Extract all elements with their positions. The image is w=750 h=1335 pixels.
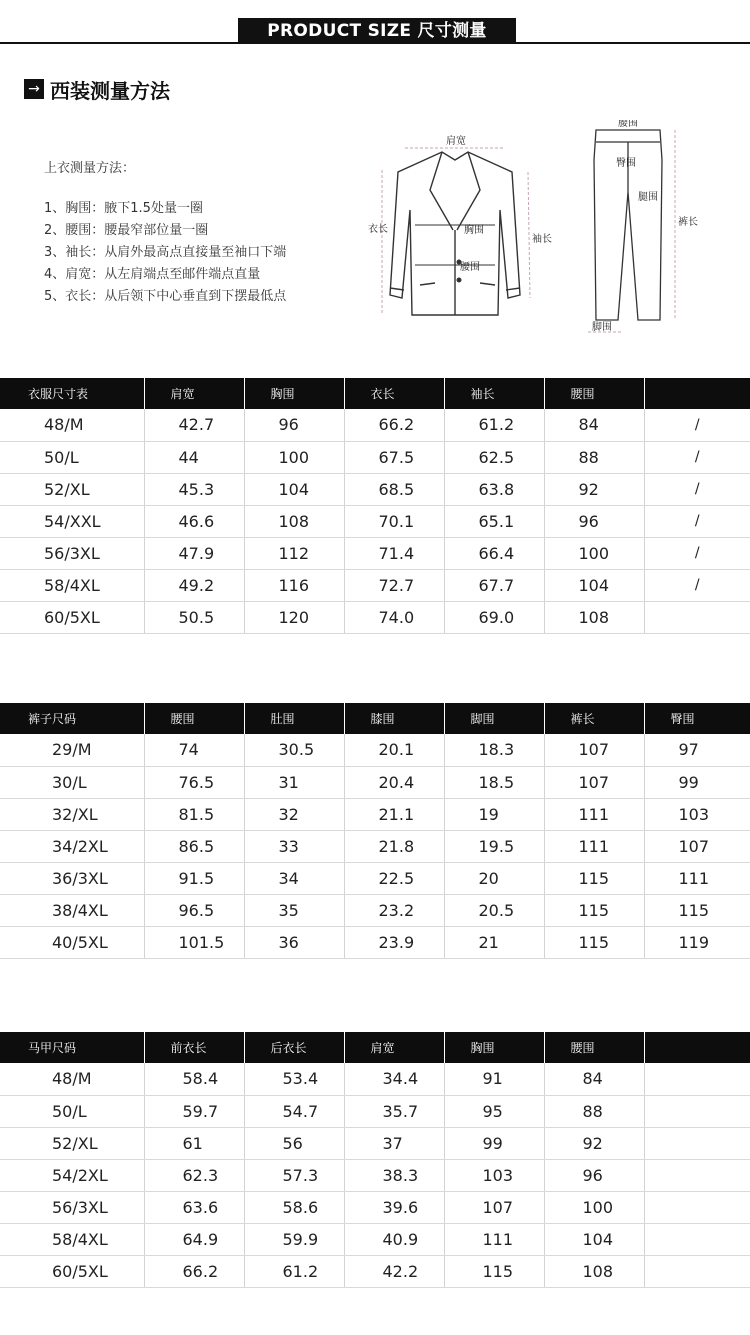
table-row (0, 1159, 750, 1191)
pants-size-table (0, 703, 750, 959)
column-header (644, 1032, 750, 1063)
table-row (0, 1223, 750, 1255)
size-cell: 30/L (0, 766, 144, 798)
column-header: 肚围 (244, 703, 344, 734)
value-cell: 21.1 (344, 798, 444, 830)
value-cell: 107 (544, 766, 644, 798)
value-cell: 37 (344, 1127, 444, 1159)
value-cell: 100 (244, 441, 344, 473)
value-cell: 23.2 (344, 894, 444, 926)
value-cell: 91 (444, 1063, 544, 1095)
value-cell (644, 1255, 750, 1287)
value-cell: 39.6 (344, 1191, 444, 1223)
value-cell: 74 (144, 734, 244, 766)
value-cell: 65.1 (444, 505, 544, 537)
value-cell: / (644, 537, 750, 569)
value-cell: 101.5 (144, 926, 244, 958)
value-cell: 22.5 (344, 862, 444, 894)
value-cell: 19.5 (444, 830, 544, 862)
value-cell: 56 (244, 1127, 344, 1159)
size-cell: 38/4XL (0, 894, 144, 926)
value-cell: 36 (244, 926, 344, 958)
table-header-row (0, 378, 750, 409)
pants-label-hip: 臀围 (616, 158, 636, 169)
column-header: 腰围 (144, 703, 244, 734)
table-row (0, 1127, 750, 1159)
value-cell: 104 (544, 1223, 644, 1255)
value-cell: 66.2 (144, 1255, 244, 1287)
value-cell: 115 (444, 1255, 544, 1287)
value-cell: 95 (444, 1095, 544, 1127)
value-cell: 97 (644, 734, 750, 766)
value-cell: 70.1 (344, 505, 444, 537)
value-cell: 108 (544, 1255, 644, 1287)
value-cell: 58.4 (144, 1063, 244, 1095)
size-cell: 58/4XL (0, 569, 144, 601)
value-cell: 44 (144, 441, 244, 473)
column-header: 肩宽 (144, 378, 244, 409)
value-cell: 23.9 (344, 926, 444, 958)
method-item: 5、衣长：从后领下中心垂直到下摆最低点 (44, 289, 287, 304)
size-cell: 34/2XL (0, 830, 144, 862)
value-cell (644, 1223, 750, 1255)
table-row (0, 601, 750, 633)
value-cell: 35 (244, 894, 344, 926)
value-cell: 76.5 (144, 766, 244, 798)
table-row (0, 734, 750, 766)
value-cell: 32 (244, 798, 344, 830)
value-cell: 107 (544, 734, 644, 766)
value-cell: 108 (544, 601, 644, 633)
value-cell: 33 (244, 830, 344, 862)
value-cell: 35.7 (344, 1095, 444, 1127)
value-cell: 62.5 (444, 441, 544, 473)
pants-label-waist: 腰围 (618, 120, 638, 129)
value-cell: 54.7 (244, 1095, 344, 1127)
value-cell: 115 (544, 862, 644, 894)
value-cell: 74.0 (344, 601, 444, 633)
column-header: 后衣长 (244, 1032, 344, 1063)
value-cell: 40.9 (344, 1223, 444, 1255)
value-cell: 62.3 (144, 1159, 244, 1191)
jacket-size-table (0, 378, 750, 634)
value-cell: 69.0 (444, 601, 544, 633)
value-cell: 63.8 (444, 473, 544, 505)
value-cell: 66.4 (444, 537, 544, 569)
table-row (0, 830, 750, 862)
value-cell (644, 1127, 750, 1159)
value-cell: 104 (244, 473, 344, 505)
value-cell: 45.3 (144, 473, 244, 505)
size-cell: 54/2XL (0, 1159, 144, 1191)
pants-label-length: 裤长 (678, 217, 698, 228)
value-cell: 42.7 (144, 409, 244, 441)
value-cell: 108 (244, 505, 344, 537)
value-cell: 100 (544, 537, 644, 569)
size-cell: 50/L (0, 441, 144, 473)
value-cell: 20.1 (344, 734, 444, 766)
jacket-illustration (390, 152, 520, 315)
value-cell: 18.5 (444, 766, 544, 798)
method-item: 2、腰围：腰最窄部位量一圈 (44, 223, 209, 238)
column-header (644, 378, 750, 409)
value-cell: 111 (544, 830, 644, 862)
table-header-row (0, 1032, 750, 1063)
table-row (0, 766, 750, 798)
value-cell: 20.5 (444, 894, 544, 926)
column-header: 肩宽 (344, 1032, 444, 1063)
value-cell: 99 (444, 1127, 544, 1159)
column-header: 衣服尺寸表 (0, 378, 144, 409)
value-cell: 64.9 (144, 1223, 244, 1255)
value-cell: 96 (544, 1159, 644, 1191)
table-body (0, 409, 750, 633)
value-cell: 49.2 (144, 569, 244, 601)
vest-size-table (0, 1032, 750, 1288)
value-cell (644, 601, 750, 633)
table-header-row (0, 703, 750, 734)
value-cell: 59.9 (244, 1223, 344, 1255)
value-cell: 92 (544, 1127, 644, 1159)
value-cell: 71.4 (344, 537, 444, 569)
table-row (0, 505, 750, 537)
value-cell: 116 (244, 569, 344, 601)
method-title: 上衣测量方法： (44, 161, 136, 176)
size-cell: 56/3XL (0, 537, 144, 569)
value-cell: 18.3 (444, 734, 544, 766)
size-cell: 60/5XL (0, 601, 144, 633)
value-cell: 104 (544, 569, 644, 601)
value-cell: / (644, 441, 750, 473)
value-cell: / (644, 569, 750, 601)
value-cell: 96 (244, 409, 344, 441)
value-cell: 34.4 (344, 1063, 444, 1095)
value-cell: 81.5 (144, 798, 244, 830)
size-cell: 60/5XL (0, 1255, 144, 1287)
page-title: PRODUCT SIZE 尺寸测量 (238, 18, 516, 44)
value-cell: / (644, 473, 750, 505)
size-cell: 32/XL (0, 798, 144, 830)
table-row (0, 1255, 750, 1287)
value-cell: 103 (644, 798, 750, 830)
table-row (0, 473, 750, 505)
value-cell: 120 (244, 601, 344, 633)
value-cell: 88 (544, 441, 644, 473)
value-cell: 61 (144, 1127, 244, 1159)
jacket-label-sleeve: 袖长 (532, 234, 552, 245)
section-heading (24, 76, 170, 102)
method-item: 4、肩宽：从左肩端点至邮件端点直量 (44, 267, 261, 282)
column-header: 臀围 (644, 703, 750, 734)
value-cell: 47.9 (144, 537, 244, 569)
value-cell: 86.5 (144, 830, 244, 862)
column-header: 脚围 (444, 703, 544, 734)
value-cell (644, 1159, 750, 1191)
table-row (0, 409, 750, 441)
value-cell: 115 (644, 894, 750, 926)
column-header: 马甲尺码 (0, 1032, 144, 1063)
value-cell: 21.8 (344, 830, 444, 862)
size-cell: 48/M (0, 409, 144, 441)
value-cell: 111 (544, 798, 644, 830)
column-header: 衣长 (344, 378, 444, 409)
table-body (0, 734, 750, 958)
section-title: 西装测量方法 (50, 78, 170, 103)
value-cell: 19 (444, 798, 544, 830)
value-cell (644, 1063, 750, 1095)
value-cell: 59.7 (144, 1095, 244, 1127)
value-cell: 21 (444, 926, 544, 958)
column-header: 腰围 (544, 1032, 644, 1063)
page-header (0, 0, 750, 62)
value-cell: 67.5 (344, 441, 444, 473)
table-row (0, 926, 750, 958)
value-cell: 67.7 (444, 569, 544, 601)
value-cell: 50.5 (144, 601, 244, 633)
table-row (0, 537, 750, 569)
value-cell: 111 (644, 862, 750, 894)
size-cell: 48/M (0, 1063, 144, 1095)
value-cell (644, 1191, 750, 1223)
value-cell: 61.2 (444, 409, 544, 441)
column-header: 膝围 (344, 703, 444, 734)
value-cell: 72.7 (344, 569, 444, 601)
value-cell: 84 (544, 1063, 644, 1095)
column-header: 前衣长 (144, 1032, 244, 1063)
value-cell: / (644, 505, 750, 537)
size-cell: 50/L (0, 1095, 144, 1127)
table-row (0, 894, 750, 926)
value-cell: 111 (444, 1223, 544, 1255)
value-cell: 119 (644, 926, 750, 958)
size-cell: 40/5XL (0, 926, 144, 958)
column-header: 裤子尺码 (0, 703, 144, 734)
value-cell: 66.2 (344, 409, 444, 441)
value-cell: 53.4 (244, 1063, 344, 1095)
size-cell: 52/XL (0, 1127, 144, 1159)
value-cell: 115 (544, 926, 644, 958)
value-cell: 34 (244, 862, 344, 894)
value-cell: 115 (544, 894, 644, 926)
value-cell: 30.5 (244, 734, 344, 766)
value-cell: 20 (444, 862, 544, 894)
value-cell: 31 (244, 766, 344, 798)
table-row (0, 1095, 750, 1127)
table-row (0, 1191, 750, 1223)
size-cell: 58/4XL (0, 1223, 144, 1255)
column-header: 袖长 (444, 378, 544, 409)
measure-method (44, 158, 286, 308)
table-row (0, 569, 750, 601)
size-cell: 36/3XL (0, 862, 144, 894)
table-row (0, 798, 750, 830)
column-header: 胸围 (244, 378, 344, 409)
value-cell: 61.2 (244, 1255, 344, 1287)
value-cell: / (644, 409, 750, 441)
size-cell: 56/3XL (0, 1191, 144, 1223)
size-cell: 54/XXL (0, 505, 144, 537)
jacket-label-waist: 腰围 (460, 262, 480, 273)
value-cell: 99 (644, 766, 750, 798)
column-header: 胸围 (444, 1032, 544, 1063)
value-cell: 88 (544, 1095, 644, 1127)
size-cell: 52/XL (0, 473, 144, 505)
value-cell: 68.5 (344, 473, 444, 505)
size-cell: 29/M (0, 734, 144, 766)
column-header: 腰围 (544, 378, 644, 409)
table-row (0, 862, 750, 894)
measure-diagram (360, 120, 750, 340)
value-cell: 57.3 (244, 1159, 344, 1191)
value-cell: 112 (244, 537, 344, 569)
arrow-icon: → (24, 79, 44, 99)
value-cell: 46.6 (144, 505, 244, 537)
value-cell: 92 (544, 473, 644, 505)
method-item: 1、胸围：腋下1.5处量一圈 (44, 201, 203, 216)
value-cell: 42.2 (344, 1255, 444, 1287)
measure-diagram-svg (360, 120, 750, 340)
jacket-label-length: 衣长 (368, 224, 388, 235)
table-row (0, 441, 750, 473)
method-item: 3、袖长：从肩外最高点直接量至袖口下端 (44, 245, 287, 260)
pants-label-thigh: 腿围 (638, 192, 658, 203)
value-cell: 107 (444, 1191, 544, 1223)
value-cell: 20.4 (344, 766, 444, 798)
value-cell: 63.6 (144, 1191, 244, 1223)
value-cell: 38.3 (344, 1159, 444, 1191)
jacket-label-chest: 胸围 (464, 225, 484, 236)
value-cell: 58.6 (244, 1191, 344, 1223)
table-row (0, 1063, 750, 1095)
pants-label-hem: 脚围 (592, 322, 612, 333)
value-cell: 100 (544, 1191, 644, 1223)
value-cell: 91.5 (144, 862, 244, 894)
column-header: 裤长 (544, 703, 644, 734)
value-cell: 84 (544, 409, 644, 441)
value-cell: 96.5 (144, 894, 244, 926)
value-cell: 103 (444, 1159, 544, 1191)
value-cell: 107 (644, 830, 750, 862)
value-cell (644, 1095, 750, 1127)
table-body (0, 1063, 750, 1287)
value-cell: 96 (544, 505, 644, 537)
jacket-label-shoulder: 肩宽 (446, 136, 466, 147)
